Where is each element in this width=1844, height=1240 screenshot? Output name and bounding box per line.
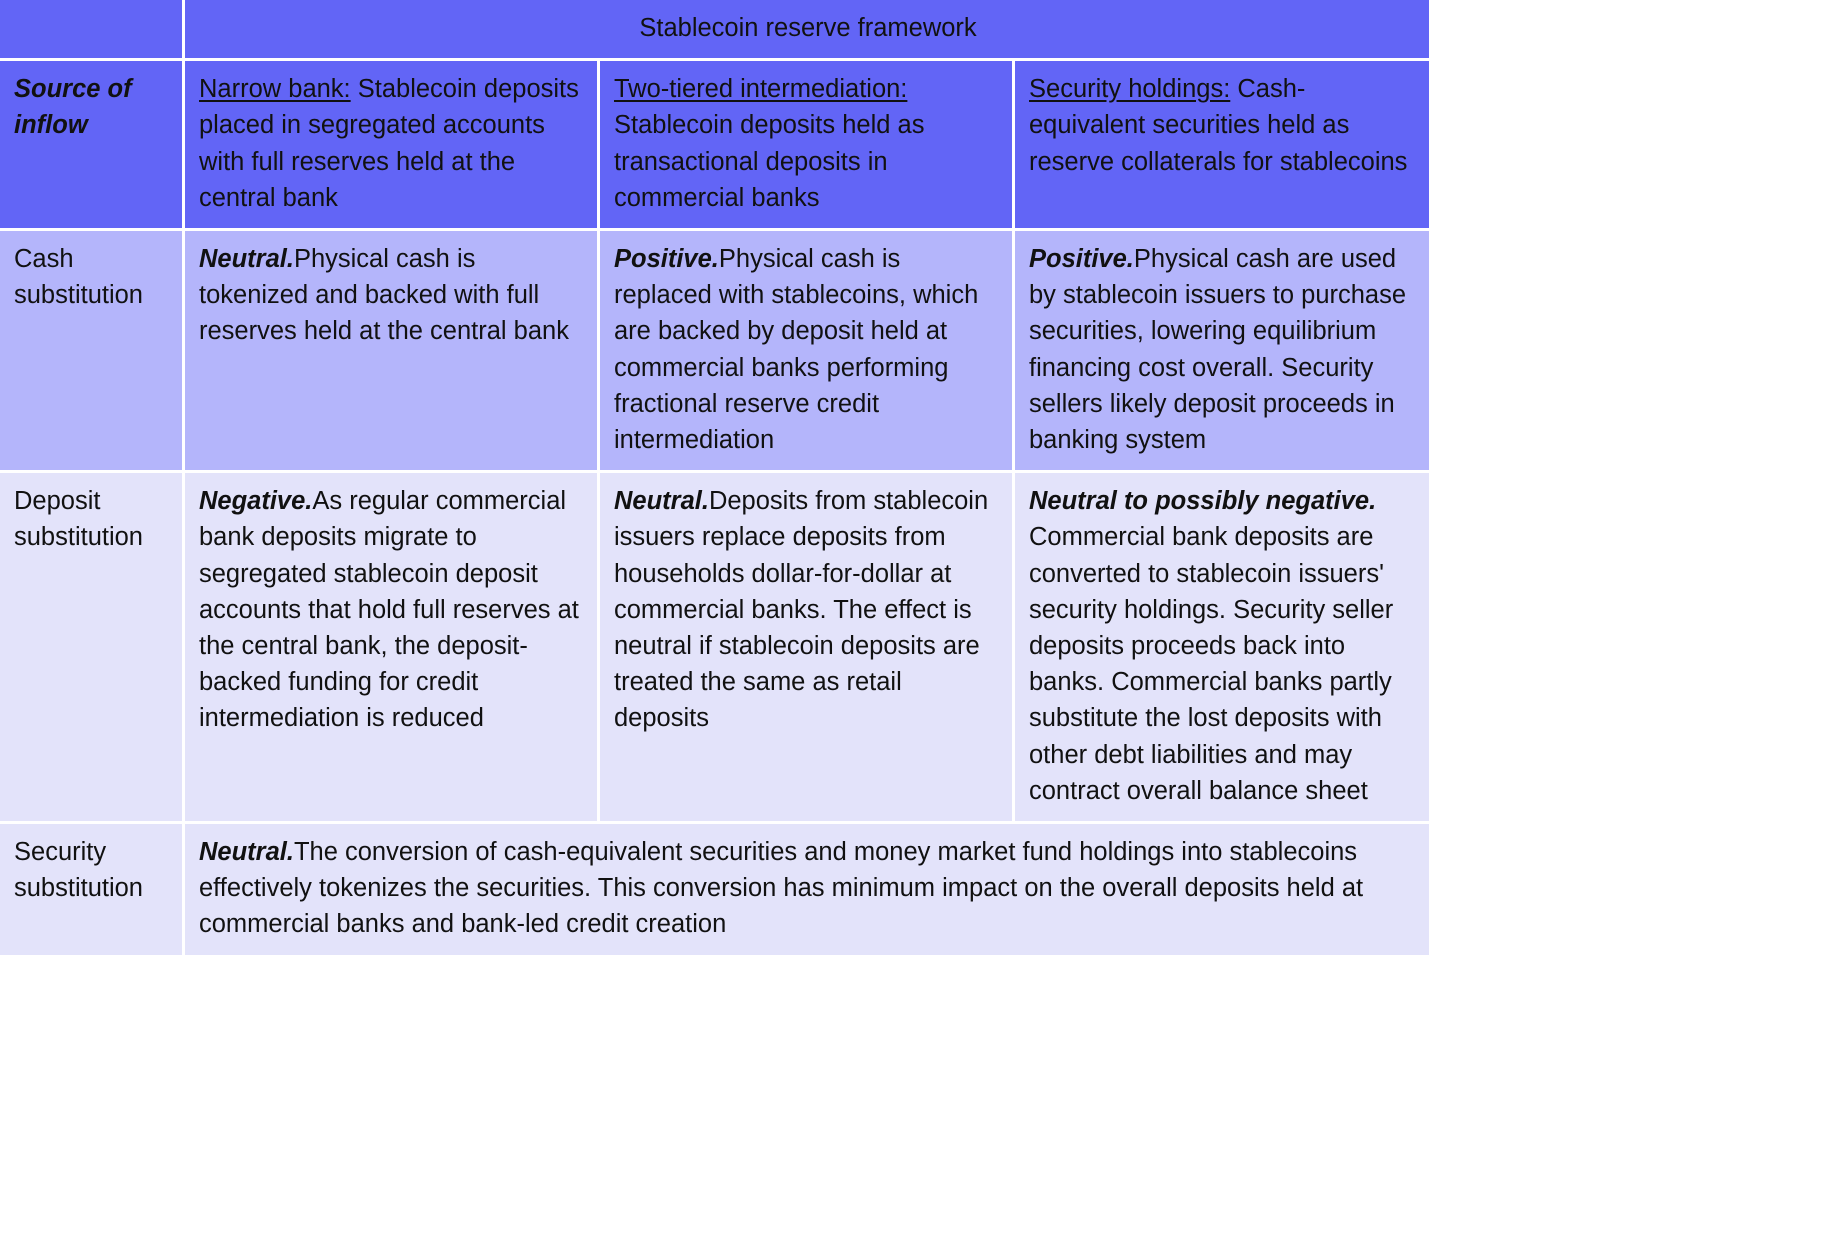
cell-body-text: Physical cash is replaced with stablecoins, which are backed by deposit held at commercial banks performing fractional reserve credit intermediation: [614, 245, 979, 455]
cell-body-text: Physical cash are used by stablecoin issuers to purchase securities, lowering equilibrium financing cost overall. Security sellers likely deposit proceeds in banking system: [1029, 245, 1407, 455]
verdict-badge: Neutral to possibly negative.: [1029, 487, 1377, 516]
verdict-badge: Positive.: [1029, 245, 1134, 274]
cell-cash-substitution-two-tiered-intermediation: [600, 231, 1015, 473]
verdict-badge: Neutral.: [614, 487, 709, 516]
cell-body-text: As regular commercial bank deposits migrate to segregated stablecoin deposit accounts that hold full reserves at the central bank, the deposit-backed funding for credit intermediation is reduced: [199, 487, 579, 733]
column-header-row: [0, 61, 1432, 231]
table-row-security-substitution: [0, 824, 1432, 955]
cell-cash-substitution-security-holdings: [1015, 231, 1432, 473]
cell-security-substitution-all-frameworks: [185, 824, 1432, 955]
cell-deposit-substitution-two-tiered-intermediation: [600, 473, 1015, 824]
column-header-two-tiered-intermediation: [600, 61, 1015, 231]
table-row-deposit-substitution: [0, 473, 1432, 824]
cell-deposit-substitution-narrow-bank: [185, 473, 600, 824]
column-header-narrow-bank: [185, 61, 600, 231]
row-label-cash-substitution: Cash substitution: [0, 231, 185, 473]
row-label-security-substitution: Security substitution: [0, 824, 185, 955]
column-header-security-holdings-description: Cash-equivalent securities held as reserve collaterals for stablecoins: [1029, 75, 1408, 176]
column-header-narrow-bank-description: Stablecoin deposits placed in segregated accounts with full reserves held at the central bank: [199, 75, 579, 212]
column-header-two-tiered-intermediation-lead: Two-tiered intermediation:: [614, 75, 908, 104]
verdict-badge: Neutral.: [199, 245, 294, 274]
cell-body-text: Deposits from stablecoin issuers replace deposits from households dollar-for-dollar at commercial banks. The effect is neutral if stablecoin deposits are treated the same as retail deposits: [614, 487, 989, 733]
verdict-badge: Positive.: [614, 245, 719, 274]
cell-body-text: Commercial bank deposits are converted to stablecoin issuers' security holdings. Security seller deposits proceeds back into banks. Commercial banks partly substitute the lost deposits with other debt liabilities and may contract overall balance sheet: [1029, 523, 1394, 805]
cell-body-text: The conversion of cash-equivalent securities and money market fund holdings into stablecoins effectively tokenizes the securities. This conversion has minimum impact on the overall deposits held at commercial banks and bank-led credit creation: [199, 838, 1364, 939]
row-label-deposit-substitution: Deposit substitution: [0, 473, 185, 824]
verdict-badge: Negative.: [199, 487, 313, 516]
verdict-badge: Neutral.: [199, 838, 294, 867]
table-title: Stablecoin reserve framework: [185, 0, 1432, 61]
cell-body-text: Physical cash is tokenized and backed with full reserves held at the central bank: [199, 245, 569, 346]
table-row-cash-substitution: [0, 231, 1432, 473]
column-header-security-holdings: [1015, 61, 1432, 231]
column-header-narrow-bank-lead: Narrow bank:: [199, 75, 351, 104]
table-title-row: [0, 0, 1432, 61]
source-of-inflow-label: Source of inflow: [0, 61, 185, 231]
column-header-security-holdings-lead: Security holdings:: [1029, 75, 1231, 104]
corner-spacer-cell: [0, 0, 185, 61]
column-header-two-tiered-intermediation-description: Stablecoin deposits held as transactional deposits in commercial banks: [614, 111, 925, 212]
cell-cash-substitution-narrow-bank: [185, 231, 600, 473]
cell-deposit-substitution-security-holdings: [1015, 473, 1432, 824]
